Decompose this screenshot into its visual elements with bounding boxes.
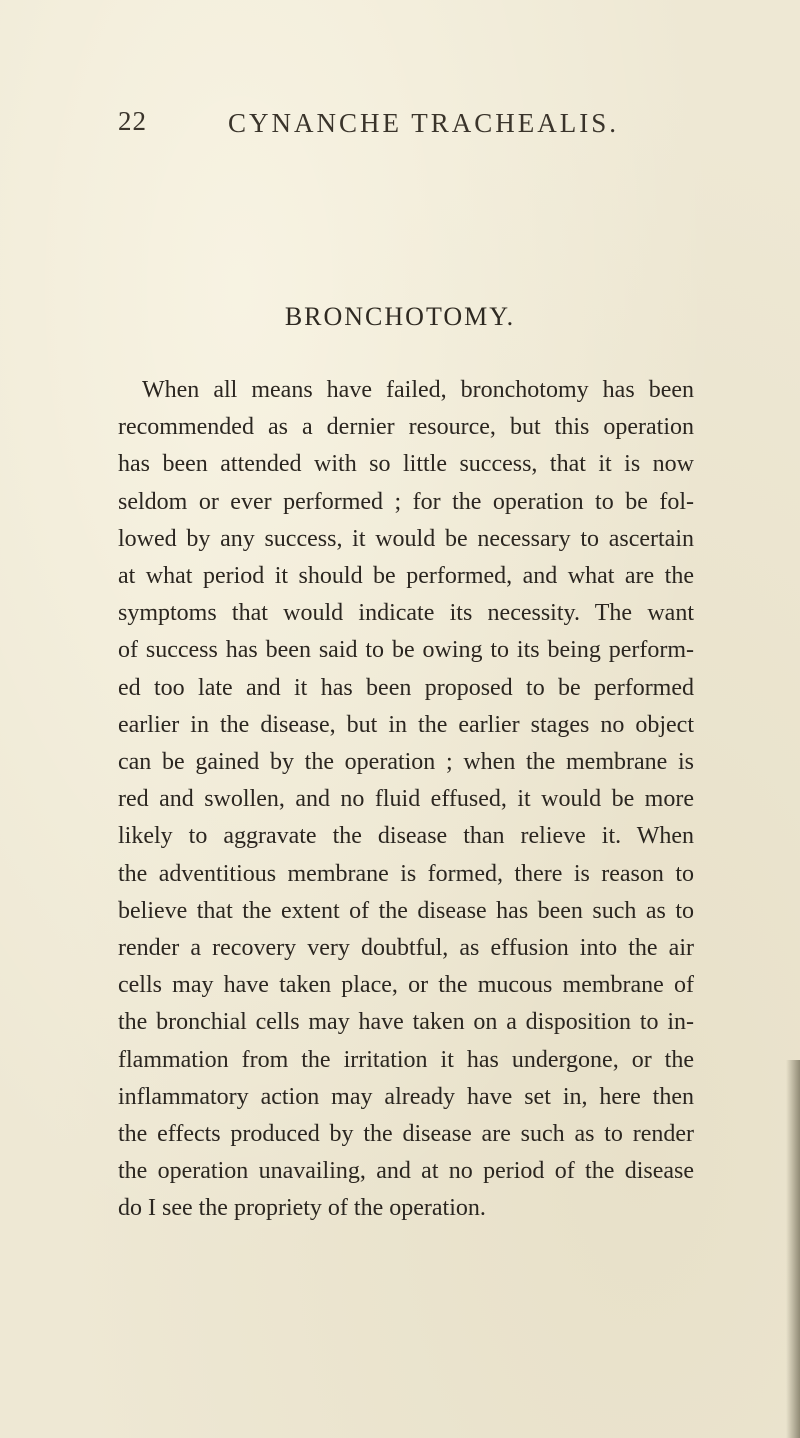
text-line: inflammatory action may already have set in, here then <box>118 1083 694 1110</box>
text-line: do I see the propriety of the operation. <box>118 1195 486 1222</box>
text-line: seldom or ever performed ; for the operation to be fol- <box>118 488 694 515</box>
text-line: recommended as a dernier resource, but this operation <box>118 414 694 441</box>
text-line: of success has been said to be owing to its being perform- <box>118 637 694 664</box>
text-line: ed too late and it has been proposed to be performed <box>118 674 694 701</box>
text-line: symptoms that would indicate its necessity. The want <box>118 600 694 627</box>
text-line: the adventitious membrane is formed, there is reason to <box>118 860 694 887</box>
text-line: can be gained by the operation ; when the membrane is <box>118 749 694 776</box>
section-title: BRONCHOTOMY. <box>284 302 516 331</box>
text-line: has been attended with so little success, that it is now <box>118 451 694 478</box>
page-number: 22 <box>118 106 147 136</box>
text-line: the bronchial cells may have taken on a disposition to in- <box>118 1009 694 1036</box>
text-line: red and swollen, and no fluid effused, it would be more <box>118 786 694 813</box>
text-line: the operation unavailing, and at no period of the disease <box>118 1158 694 1185</box>
text-line: believe that the extent of the disease has been such as to <box>118 897 694 924</box>
text-line: cells may have taken place, or the mucous membrane of <box>118 972 694 999</box>
text-line: likely to aggravate the disease than relieve it. When <box>118 823 694 850</box>
text-line: lowed by any success, it would be necessary to ascertain <box>118 525 694 552</box>
text-line: earlier in the disease, but in the earlier stages no object <box>118 711 694 738</box>
page-edge-shadow <box>786 1060 800 1438</box>
text-line: render a recovery very doubtful, as effusion into the air <box>118 935 694 962</box>
running-head: CYNANCHE TRACHEALIS. <box>228 108 620 138</box>
text-line: at what period it should be performed, and what are the <box>118 563 694 590</box>
text-line: flammation from the irritation it has undergone, or the <box>118 1046 694 1073</box>
text-line: the effects produced by the disease are such as to render <box>118 1121 694 1148</box>
text-line: When all means have failed, bronchotomy has been <box>142 377 694 403</box>
body-paragraph <box>118 372 694 1228</box>
